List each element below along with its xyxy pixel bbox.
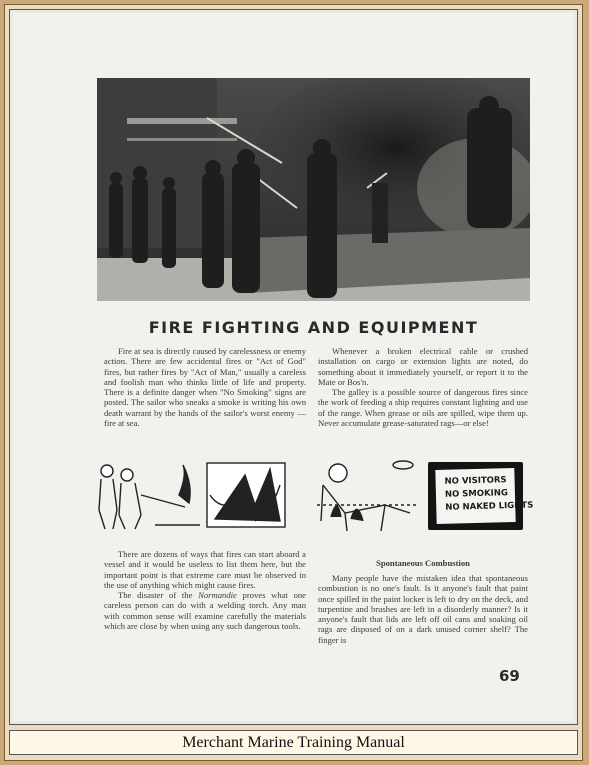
normandie-pre: The disaster of the	[118, 590, 199, 601]
spontaneous-column	[318, 573, 528, 645]
section-title: FIRE FIGHTING AND EQUIPMENT	[148, 318, 479, 337]
fires-start-paragraph: There are dozens of ways that fires can start aboard a vessel and it would be useless to list them here, but the important point is that extreme care must be observed in the use of anything which might cause fires.	[104, 549, 306, 590]
sign-line-lights: NO NAKED LIGHTS	[445, 500, 534, 513]
spontaneous-heading: Spontaneous Combustion	[376, 558, 470, 568]
normandie-ship-name: Normandie	[198, 590, 237, 601]
intro-column	[104, 346, 306, 428]
electrical-paragraph: Whenever a broken electrical cable or crushed installation on cargo or extension lights are noted, do something about it immediately yourself, or report it to the Mate or Bos'n.	[318, 346, 528, 387]
warning-sign	[428, 462, 534, 530]
intro-paragraph: Fire at sea is directly caused by carelessness or enemy action. There are few accidental fires or "Act of God" fires, but rather fires by "Act of Man," usually a careless and foolish man who thinks little of life and property. There is a definite danger when "No Smoking" signs are posted. The sailor who sneaks a smoke is writing his own death warrant by the hands of the sailor's worst enemy — fire at sea.	[104, 346, 306, 429]
normandie-post: proves what one careless person can do with a welding torch. Any man with common sense will examine carefully the materials which are close by when using any such dangerous tools.	[104, 590, 306, 632]
sign-line-visitors: NO VISITORS	[444, 475, 507, 487]
right-column	[318, 346, 528, 428]
warning-sign-board	[435, 468, 534, 524]
firefighting-photo	[97, 78, 530, 301]
cartoon-illustrations	[95, 455, 430, 537]
normandie-paragraph	[104, 590, 306, 631]
spontaneous-paragraph: Many people have the mistaken idea that spontaneous combustion is no one's fault. Is it anyone's fault that paint once spilled in the paint locker is left to dry on the deck, and turpentine and brushes are left in a disorderly manner? Is it anyone's fault that lids are left off oil cans and soaking oil rags are disposed of on a dark unused corner shelf? The finger is	[318, 573, 528, 645]
page-number: 69	[499, 667, 520, 685]
caption-bar: Merchant Marine Training Manual	[9, 730, 578, 755]
galley-paragraph: The galley is a possible source of dangerous fires since the work of feeding a ship requires constant lighting and use of the range. When grease or oils are spilled, wipe them up. Never accumulate grease-saturated rags—or else!	[318, 387, 528, 429]
sign-line-smoking: NO SMOKING	[444, 488, 509, 500]
lower-left-column	[104, 549, 306, 631]
